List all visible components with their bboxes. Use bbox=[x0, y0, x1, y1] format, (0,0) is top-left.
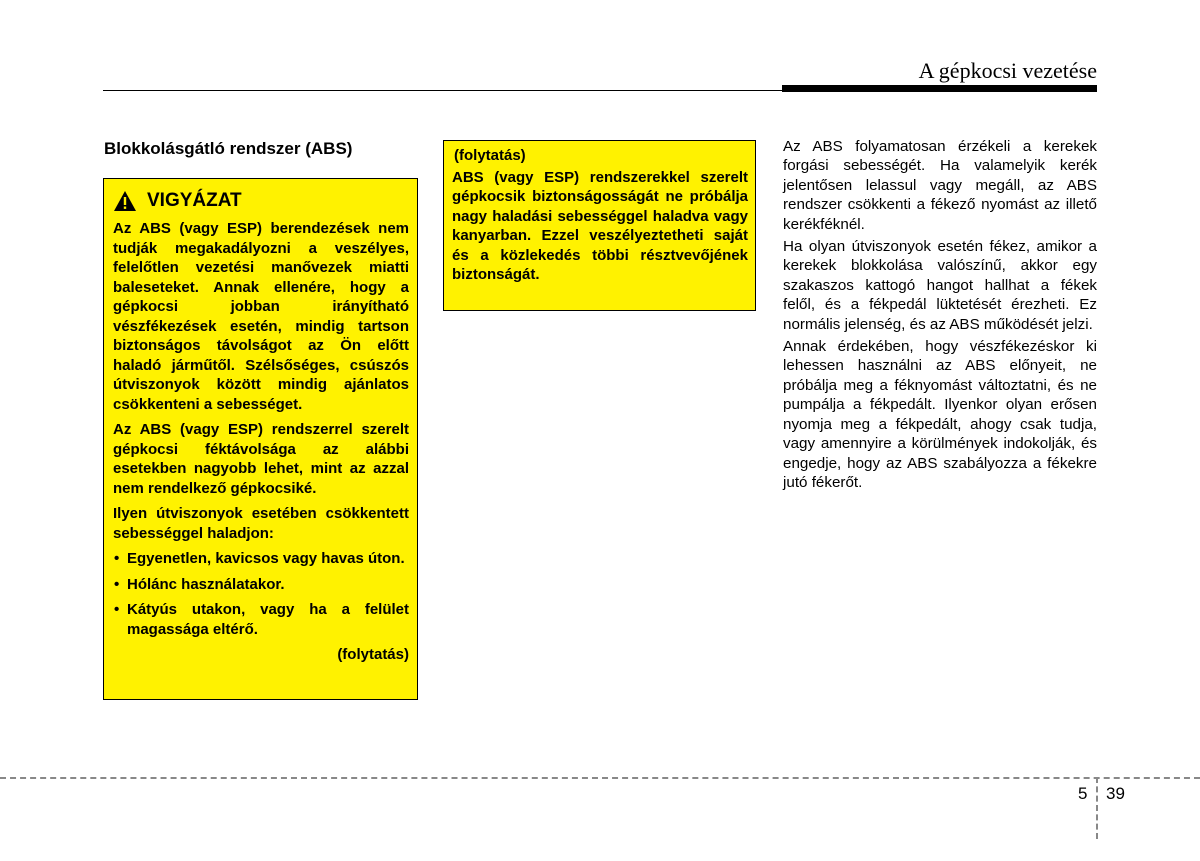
list-item: • Egyenetlen, kavicsos vagy havas úton. bbox=[114, 550, 405, 567]
header-rule bbox=[103, 90, 783, 91]
body-paragraph: Az ABS folyamatosan érzékeli a kerekek forgási sebességét. Ha valamelyik kerék jelentősen lelassul vagy megáll, az ABS rendszer csökkenti a fékező nyomást az illető kerékféknél. bbox=[783, 138, 1097, 233]
continuation-text: ABS (vagy ESP) rendszerekkel szerelt gépkocsik biztonságosságát ne próbálja nagy haladási sebességgel haladva vagy kanyarban. Ezzel veszélyeztetheti saját és a közlekedés többi résztvevőjének biztonságát. bbox=[452, 168, 748, 283]
page-header-title: A gépkocsi vezetése bbox=[918, 58, 1097, 83]
list-item-text: Hólánc használatakor. bbox=[127, 575, 285, 593]
header-rule-bar bbox=[782, 85, 1097, 92]
warning-box bbox=[103, 178, 418, 700]
warning-triangle-icon bbox=[113, 190, 137, 212]
warning-title-row bbox=[113, 187, 409, 215]
list-item-text: Egyenetlen, kavicsos vagy havas úton. bbox=[127, 550, 405, 567]
list-item: • Kátyús utakon, vagy ha a felület magassága eltérő. bbox=[114, 601, 409, 638]
footer-vertical-divider bbox=[1096, 777, 1098, 839]
warning-paragraph: Ilyen útviszonyok esetében csökkentett sebességgel haladjon: bbox=[113, 505, 409, 542]
body-paragraph: Annak érdekében, hogy vészfékezéskor ki lehessen használni az ABS előnyeit, ne próbálja meg a féknyomást változtatni, és ne pumpálja a fékpedált. Ilyenkor olyan erősen nyomja meg a fékpedált, ahogy csak tudja, vagy amennyire a körülmények indokolják, és engedje, hogy az ABS szabályozza a fékekre jutó fékerőt. bbox=[783, 338, 1097, 491]
section-heading: Blokkolásgátló rendszer (ABS) bbox=[104, 139, 353, 158]
warning-paragraph: Az ABS (vagy ESP) berendezések nem tudják megakadályozni a veszélyes, felelőtlen vezetési manővezek miatti baleseteket. Annak ellenére, hogy a gépkocsi jobban irányítható vészfékezések esetén, mindig tartson biztonságos távolságot az Ön előtt haladó járműtől. Szélsőséges, csúszós útviszonyok között mindig ajánlatos csökkenteni a sebességet. bbox=[113, 220, 409, 413]
page-number: 39 bbox=[1106, 784, 1125, 803]
continuation-label: (folytatás) bbox=[454, 147, 526, 164]
continuation-box bbox=[443, 140, 756, 311]
list-item: • Hólánc használatakor. bbox=[114, 575, 285, 593]
warning-bullet-list bbox=[113, 549, 409, 639]
footer-dashed-rule bbox=[0, 777, 1200, 779]
body-text-column bbox=[783, 137, 1097, 495]
chapter-number: 5 bbox=[1078, 784, 1088, 803]
warning-paragraph: Az ABS (vagy ESP) rendszerrel szerelt gépkocsi féktávolsága az alábbi esetekben nagyobb lehet, mint az azzal nem rendelkező gépkocsiké. bbox=[113, 421, 409, 497]
body-paragraph: Ha olyan útviszonyok esetén fékez, amikor a kerekek blokkolása valószínű, akkor egy szakaszos kattogó hangot hallhat a fékek felől, és a fékpedál lüktetését érezheti. Ez normális jelenség, és az ABS működését jelzi. bbox=[783, 238, 1097, 333]
warning-title: VIGYÁZAT bbox=[147, 190, 242, 211]
continued-label: (folytatás) bbox=[337, 646, 409, 663]
list-item-text: Kátyús utakon, vagy ha a felület magassága eltérő. bbox=[127, 601, 409, 638]
